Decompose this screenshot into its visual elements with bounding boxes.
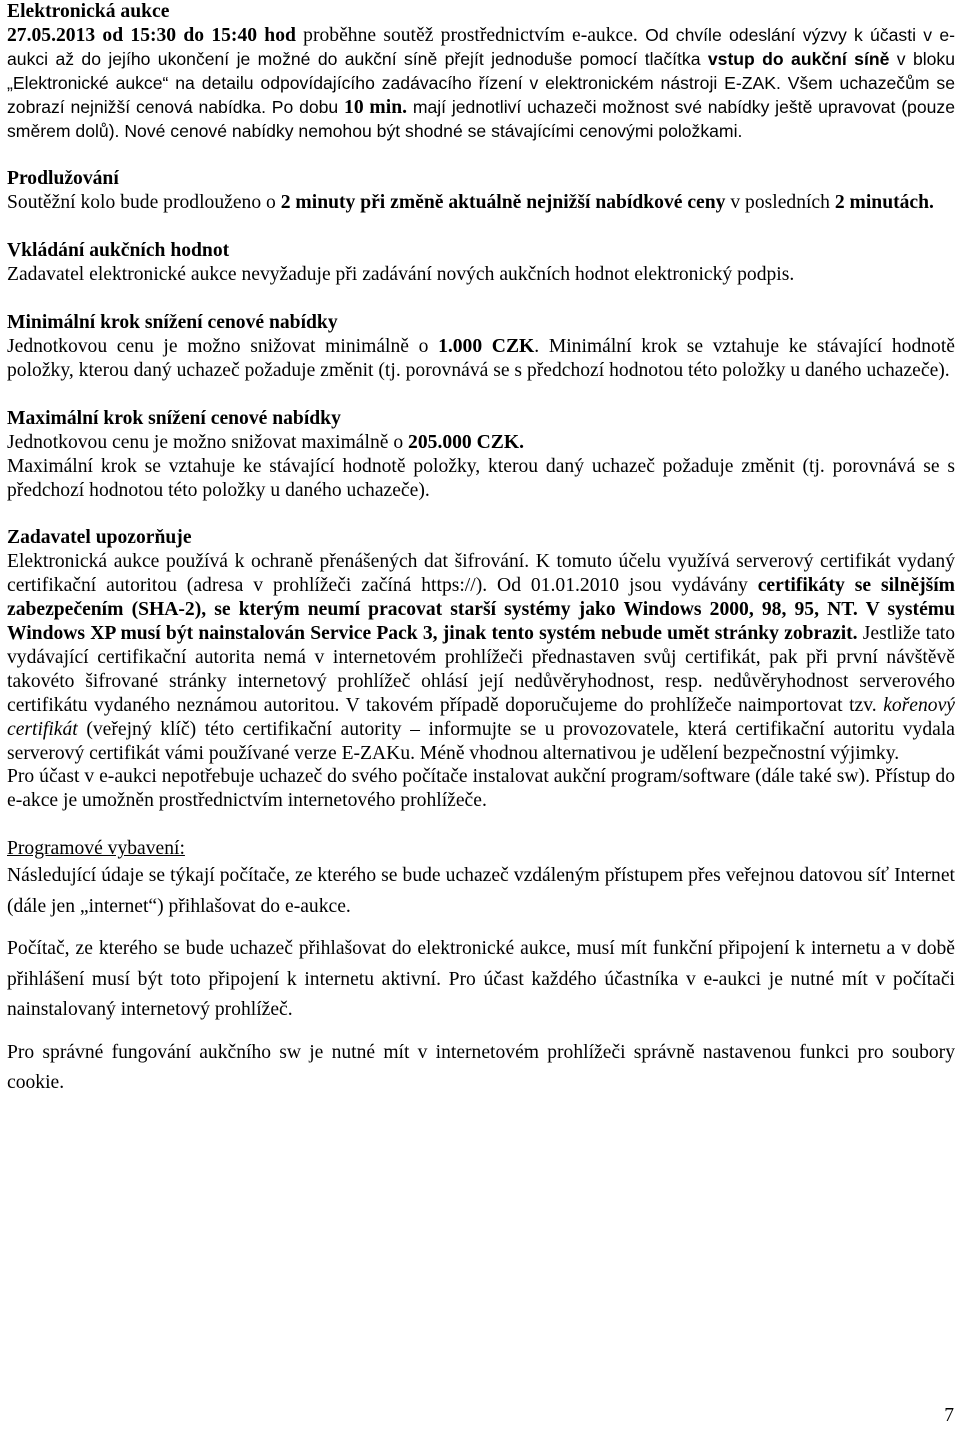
min-step-amount: 1.000 CZK [438,335,535,357]
document-page [7,0,955,1099]
auction-intro-c: mají jednotliví uchazeči možnost své nabídky ještě upravovat (pouze směrem dolů). Nové cenové nabídky nemohou být shodné se stávajícími cenovými položkami. [7,96,955,141]
notice-heading: Zadavatel upozorňuje [7,527,192,549]
values-entry-heading: Vkládání aukčních hodnot [7,240,230,262]
notice-text-d: Pro účast v e-aukci nepotřebuje uchazeč do svého počítače instalovat aukční program/software (dále také sw). Přístup do e-akce je umožněn prostřednictvím internetového prohlížeče. [7,766,955,812]
notice-text-b: Jestliže tato vydávající certifikační autorita nemá v internetovém prohlížeči přednastaven svůj certifikát, pak při první návštěvě takovéto šifrované stránky internetový prohlížeč ohlásí její nedůvěryhodnost, resp. nedůvěryhodnost serverového certifikátu vydaného neznámou autoritou. V takovém případě doporučujeme do prohlížeče naimportovat tzv. [7,623,956,716]
notice-text [7,550,955,765]
extension-heading: Prodlužování [7,168,119,190]
software-p2: Počítač, ze kterého se bude uchazeč přihlašovat do elektronické aukce, musí mít funkční připojení k internetu a v době přihlášení musí být toto připojení k internetu aktivní. Pro účast každého účastníka v e-aukci je nutné mít v počítači nainstalovaný internetový prohlížeč. [7,938,955,1021]
notice-text-c: (veřejný klíč) této certifikační autority – informujte se u provozovatele, která certifikační autoritu vydala serverový certifikát vámi používané verze E-ZAKu. Méně vhodnou alternativou je udělení bezpečnostní výjimky. [7,718,955,764]
min-step-text-b: . Minimální krok se vztahuje ke stávající hodnotě položky, kterou daný uchazeč požaduje změnit (tj. porovnává se s předchozí hodnotou této položky u daného uchazeče). [7,335,955,381]
notice-italic: kořenový certifikát [7,694,955,740]
min-step-text-a: Jednotkovou cenu je možno snižovat minimálně o [7,335,429,357]
notice-bold: certifikáty se silnějším zabezpečením (SHA-2), se kterým neumí pracovat starší systémy jako Windows 2000, 98, 95, NT. V systému Windows XP musí být nainstalován Service Pack 3, jinak tento systém nebude umět stránky zobrazit. [7,575,955,645]
auction-section [7,0,955,143]
notice-text-a: Elektronická aukce používá k ochraně přenášených dat šifrování. K tomuto účelu využívá serverový certifikát vydaný certifikační autoritou (adresa v prohlížeči začíná https://). Od 01.01.2010 jsou vydávány [7,551,955,597]
max-step-text-b: Maximální krok se vztahuje ke stávající hodnotě položky, kterou daný uchazeč požaduje změnit (tj. porovnává se s předchozí hodnotou této položky u daného uchazeče). [7,455,955,501]
max-step-text-a: Jednotkovou cenu je možno snižovat maximálně o [7,431,404,453]
max-step-text [7,431,955,503]
auction-intro-a: Od chvíle odeslání výzvy k účasti v e-aukci až do jejího ukončení je možné do aukční síně přejít jednoduše pomocí tlačítka [7,24,955,69]
max-step-amount: 205.000 CZK. [408,431,524,453]
extension-text-b: v posledních [730,192,830,214]
extension-text-bold2: 2 minutách. [834,192,934,214]
software-heading: Programové vybavení: [7,838,185,860]
max-step-heading: Maximální krok snížení cenové nabídky [7,407,341,429]
page-number: 7 [944,1405,954,1426]
auction-enter-button-label: vstup do aukční síně [707,48,890,69]
auction-schedule: 27.05.2013 od 15:30 do 15:40 hod [7,24,296,46]
software-p1: Následující údaje se týkají počítače, ze kterého se bude uchazeč vzdáleným přístupem přes veřejnou datovou síť Internet (dále jen „internet“) přihlašovat do e-aukce. [7,865,955,917]
auction-title: Elektronická aukce [7,1,170,22]
software-p3: Pro správné fungování aukčního sw je nutné mít v internetovém prohlížeči správně nastavenou funkci pro soubory cookie. [7,1041,955,1094]
extension-text-bold: 2 minuty při změně aktuálně nejnižší nabídkové ceny [280,192,726,214]
auction-duration: 10 min. [344,96,407,118]
values-entry-text: Zadavatel elektronické aukce nevyžaduje při zadávání nových aukčních hodnot elektronický podpis. [7,264,795,286]
extension-text [7,191,955,215]
min-step-text [7,335,955,383]
extension-text-a: Soutěžní kolo bude prodlouženo o [7,192,276,214]
auction-intro-b: v bloku „Elektronické aukce“ na detailu odpovídajícího zadávacího řízení v elektronickém nástroji E-ZAK. Všem uchazečům se zobrazí nejnižší cenová nabídka. Po dobu [7,48,955,117]
min-step-heading: Minimální krok snížení cenové nabídky [7,312,338,334]
auction-schedule-text: proběhne soutěž prostřednictvím e-aukce. [303,24,638,46]
